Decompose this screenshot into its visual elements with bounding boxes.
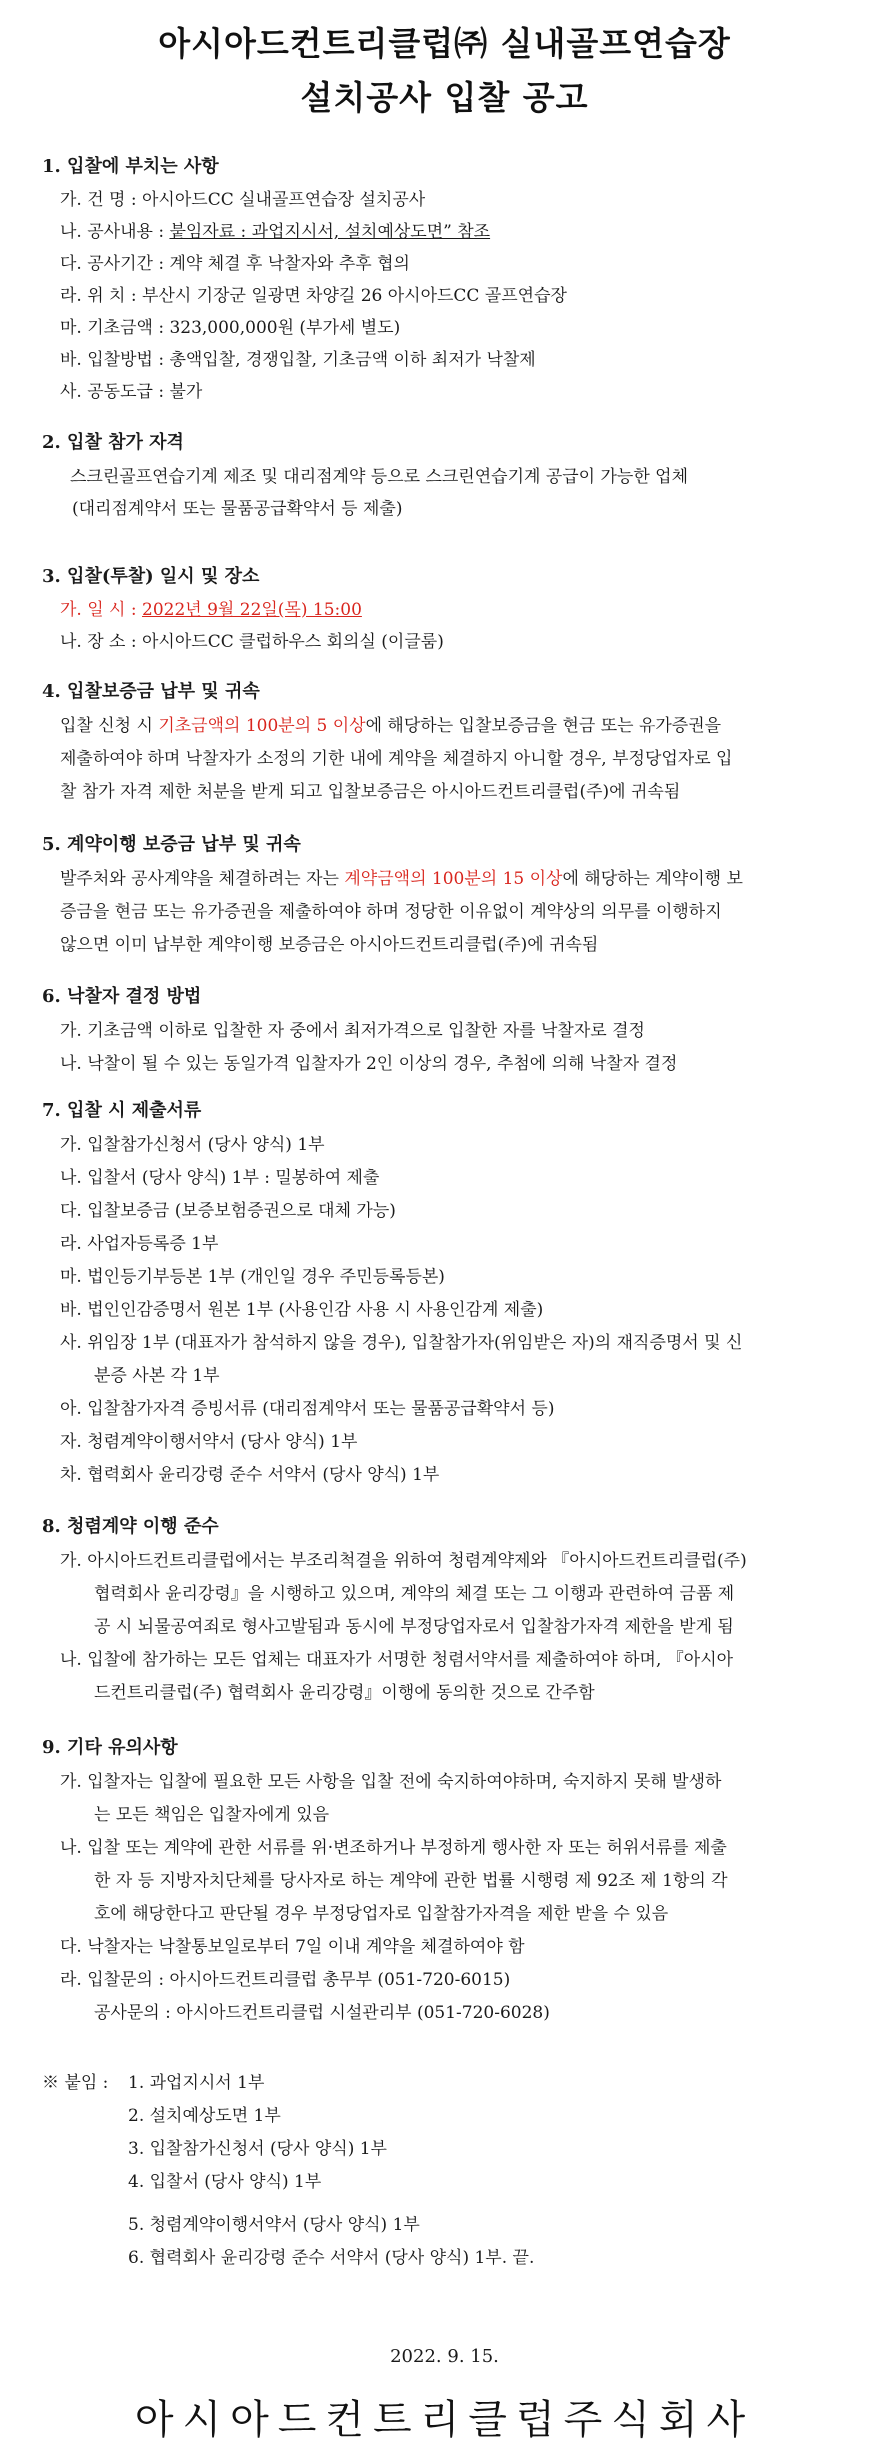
section-8-heading: 8. 청렴계약 이행 준수 <box>42 1516 219 1537</box>
s8-line: 협력회사 윤리강령』을 시행하고 있으며, 계약의 체결 또는 그 이행과 관련하여 금품 제 <box>94 1584 735 1604</box>
section-3-heading: 3. 입찰(투찰) 일시 및 장소 <box>42 566 260 587</box>
s1-item-c: 다. 공사기간 : 계약 체결 후 낙찰자와 추후 협의 <box>60 254 410 274</box>
attachment-item: 3. 입찰참가신청서 (당사 양식) 1부 <box>128 2139 387 2159</box>
section-7-heading: 7. 입찰 시 제출서류 <box>42 1100 202 1121</box>
s5-line-3: 않으면 이미 납부한 계약이행 보증금은 아시아드컨트리클럽(주)에 귀속됨 <box>60 935 599 955</box>
attachment-item: 4. 입찰서 (당사 양식) 1부 <box>128 2172 322 2192</box>
s7-item: 차. 협력회사 윤리강령 준수 서약서 (당사 양식) 1부 <box>60 1465 440 1485</box>
section-4-heading: 4. 입찰보증금 납부 및 귀속 <box>42 681 260 702</box>
attachment-item: 5. 청렴계약이행서약서 (당사 양식) 1부 <box>128 2215 420 2235</box>
s5-highlight: 계약금액의 100분의 15 이상 <box>344 869 563 889</box>
s5-line-2: 증금을 현금 또는 유가증권을 제출하여야 하며 정당한 이유없이 계약상의 의무를 이행하지 <box>60 902 722 922</box>
s8-line: 나. 입찰에 참가하는 모든 업체는 대표자가 서명한 청렴서약서를 제출하여야 하며, 『아시아 <box>60 1650 734 1670</box>
s9-line: 한 자 등 지방자치단체를 당사자로 하는 계약에 관한 법률 시행령 제 92조 제 1항의 각 <box>94 1871 728 1891</box>
s7-item: 가. 입찰참가신청서 (당사 양식) 1부 <box>60 1135 325 1155</box>
s4-line-3: 찰 참가 자격 제한 처분을 받게 되고 입찰보증금은 아시아드컨트리클럽(주)에 귀속됨 <box>60 782 681 802</box>
s7-item: 바. 법인인감증명서 원본 1부 (사용인감 사용 시 사용인감계 제출) <box>60 1300 544 1320</box>
s1-item-f: 바. 입찰방법 : 총액입찰, 경쟁입찰, 기초금액 이하 최저가 낙찰제 <box>60 350 536 370</box>
s6-item-a: 가. 기초금액 이하로 입찰한 자 중에서 최저가격으로 입찰한 자를 낙찰자로 결정 <box>60 1021 645 1041</box>
s1-item-b-underlined: 붙임자료 : 과업지시서, 설치예상도면” 참조 <box>169 222 491 242</box>
s9-line: 호에 해당한다고 판단될 경우 부정당업자로 입찰참가자격을 제한 받을 수 있음 <box>94 1904 669 1924</box>
s2-line-1: 스크린골프연습기계 제조 및 대리점계약 등으로 스크린연습기계 공급이 가능한 업체 <box>70 467 688 487</box>
s1-item-g: 사. 공동도급 : 불가 <box>60 382 203 402</box>
attachment-item: 1. 과업지시서 1부 <box>128 2073 265 2093</box>
s4-line-2: 제출하여야 하며 낙찰자가 소정의 기한 내에 계약을 체결하지 아니할 경우, 부정당업자로 입 <box>60 749 733 769</box>
s1-item-a: 가. 건 명 : 아시아드CC 실내골프연습장 설치공사 <box>60 190 426 210</box>
s7-item: 마. 법인등기부등본 1부 (개인일 경우 주민등록등본) <box>60 1267 445 1287</box>
s7-item: 자. 청렴계약이행서약서 (당사 양식) 1부 <box>60 1432 358 1452</box>
section-6-heading: 6. 낙찰자 결정 방법 <box>42 986 202 1007</box>
s8-line: 가. 아시아드컨트리클럽에서는 부조리척결을 위하여 청렴계약제와 『아시아드컨트리클럽(주) <box>60 1551 747 1571</box>
s7-item: 나. 입찰서 (당사 양식) 1부 : 밀봉하여 제출 <box>60 1168 380 1188</box>
s3-datetime: 가. 일 시 : 2022년 9월 22일(목) 15:00 <box>60 600 362 620</box>
attachment-item: 2. 설치예상도면 1부 <box>128 2106 281 2126</box>
s4-highlight: 기초금액의 100분의 5 이상 <box>158 716 366 736</box>
s7-item: 다. 입찰보증금 (보증보험증권으로 대체 가능) <box>60 1201 396 1221</box>
s7-item: 아. 입찰참가자격 증빙서류 (대리점계약서 또는 물품공급확약서 등) <box>60 1399 555 1419</box>
s7-item: 사. 위임장 1부 (대표자가 참석하지 않을 경우), 입찰참가자(위임받은 자)의 재직증명서 및 신 <box>60 1333 743 1353</box>
attachments-label: ※ 붙임 : <box>42 2073 109 2093</box>
section-9-heading: 9. 기타 유의사항 <box>42 1737 178 1758</box>
s3-datetime-value: 2022년 9월 22일(목) 15:00 <box>142 600 362 620</box>
s9-line: 다. 낙찰자는 낙찰통보일로부터 7일 이내 계약을 체결하여야 함 <box>60 1937 525 1957</box>
s7-item: 라. 사업자등록증 1부 <box>60 1234 219 1254</box>
attachment-item: 6. 협력회사 윤리강령 준수 서약서 (당사 양식) 1부. 끝. <box>128 2248 535 2268</box>
s2-line-2: (대리점계약서 또는 물품공급확약서 등 제출) <box>72 499 403 519</box>
s9-line: 나. 입찰 또는 계약에 관한 서류를 위·변조하거나 부정하게 행사한 자 또는 허위서류를 제출 <box>60 1838 727 1858</box>
document-title-line2: 설치공사 입찰 공고 <box>300 78 589 117</box>
notice-date: 2022. 9. 15. <box>390 2346 499 2367</box>
s9-line: 는 모든 책임은 입찰자에게 있음 <box>94 1805 330 1825</box>
section-2-heading: 2. 입찰 참가 자격 <box>42 432 184 453</box>
s4-line-1: 입찰 신청 시 기초금액의 100분의 5 이상에 해당하는 입찰보증금을 현금 또는 유가증권을 <box>60 716 722 736</box>
s3-place: 나. 장 소 : 아시아드CC 클럽하우스 회의실 (이글룸) <box>60 632 444 652</box>
s9-line: 라. 입찰문의 : 아시아드컨트리클럽 총무부 (051-720-6015) <box>60 1970 511 1990</box>
s6-item-b: 나. 낙찰이 될 수 있는 동일가격 입찰자가 2인 이상의 경우, 추첨에 의해 낙찰자 결정 <box>60 1054 678 1074</box>
company-name: 아시아드컨트리클럽주식회사 <box>134 2397 755 2443</box>
s9-line: 공사문의 : 아시아드컨트리클럽 시설관리부 (051-720-6028) <box>94 2003 550 2023</box>
document-title-line1: 아시아드컨트리클럽㈜ 실내골프연습장 <box>158 24 731 63</box>
s7-item-continued: 분증 사본 각 1부 <box>94 1366 220 1386</box>
s1-item-b: 나. 공사내용 : 붙임자료 : 과업지시서, 설치예상도면” 참조 <box>60 222 491 242</box>
s9-line: 가. 입찰자는 입찰에 필요한 모든 사항을 입찰 전에 숙지하여야하며, 숙지하지 못해 발생하 <box>60 1772 722 1792</box>
section-1-heading: 1. 입찰에 부치는 사항 <box>42 156 219 177</box>
s8-line: 공 시 뇌물공여죄로 형사고발됨과 동시에 부정당업자로서 입찰참가자격 제한을 받게 됨 <box>94 1617 734 1637</box>
s1-item-e: 마. 기초금액 : 323,000,000원 (부가세 별도) <box>60 318 401 338</box>
s1-item-d: 라. 위 치 : 부산시 기장군 일광면 차양길 26 아시아드CC 골프연습장 <box>60 286 567 306</box>
section-5-heading: 5. 계약이행 보증금 납부 및 귀속 <box>42 834 301 855</box>
s8-line: 드컨트리클럽(주) 협력회사 윤리강령』이행에 동의한 것으로 간주함 <box>94 1683 595 1703</box>
s5-line-1: 발주처와 공사계약을 체결하려는 자는 계약금액의 100분의 15 이상에 해당하는 계약이행 보 <box>60 869 743 889</box>
